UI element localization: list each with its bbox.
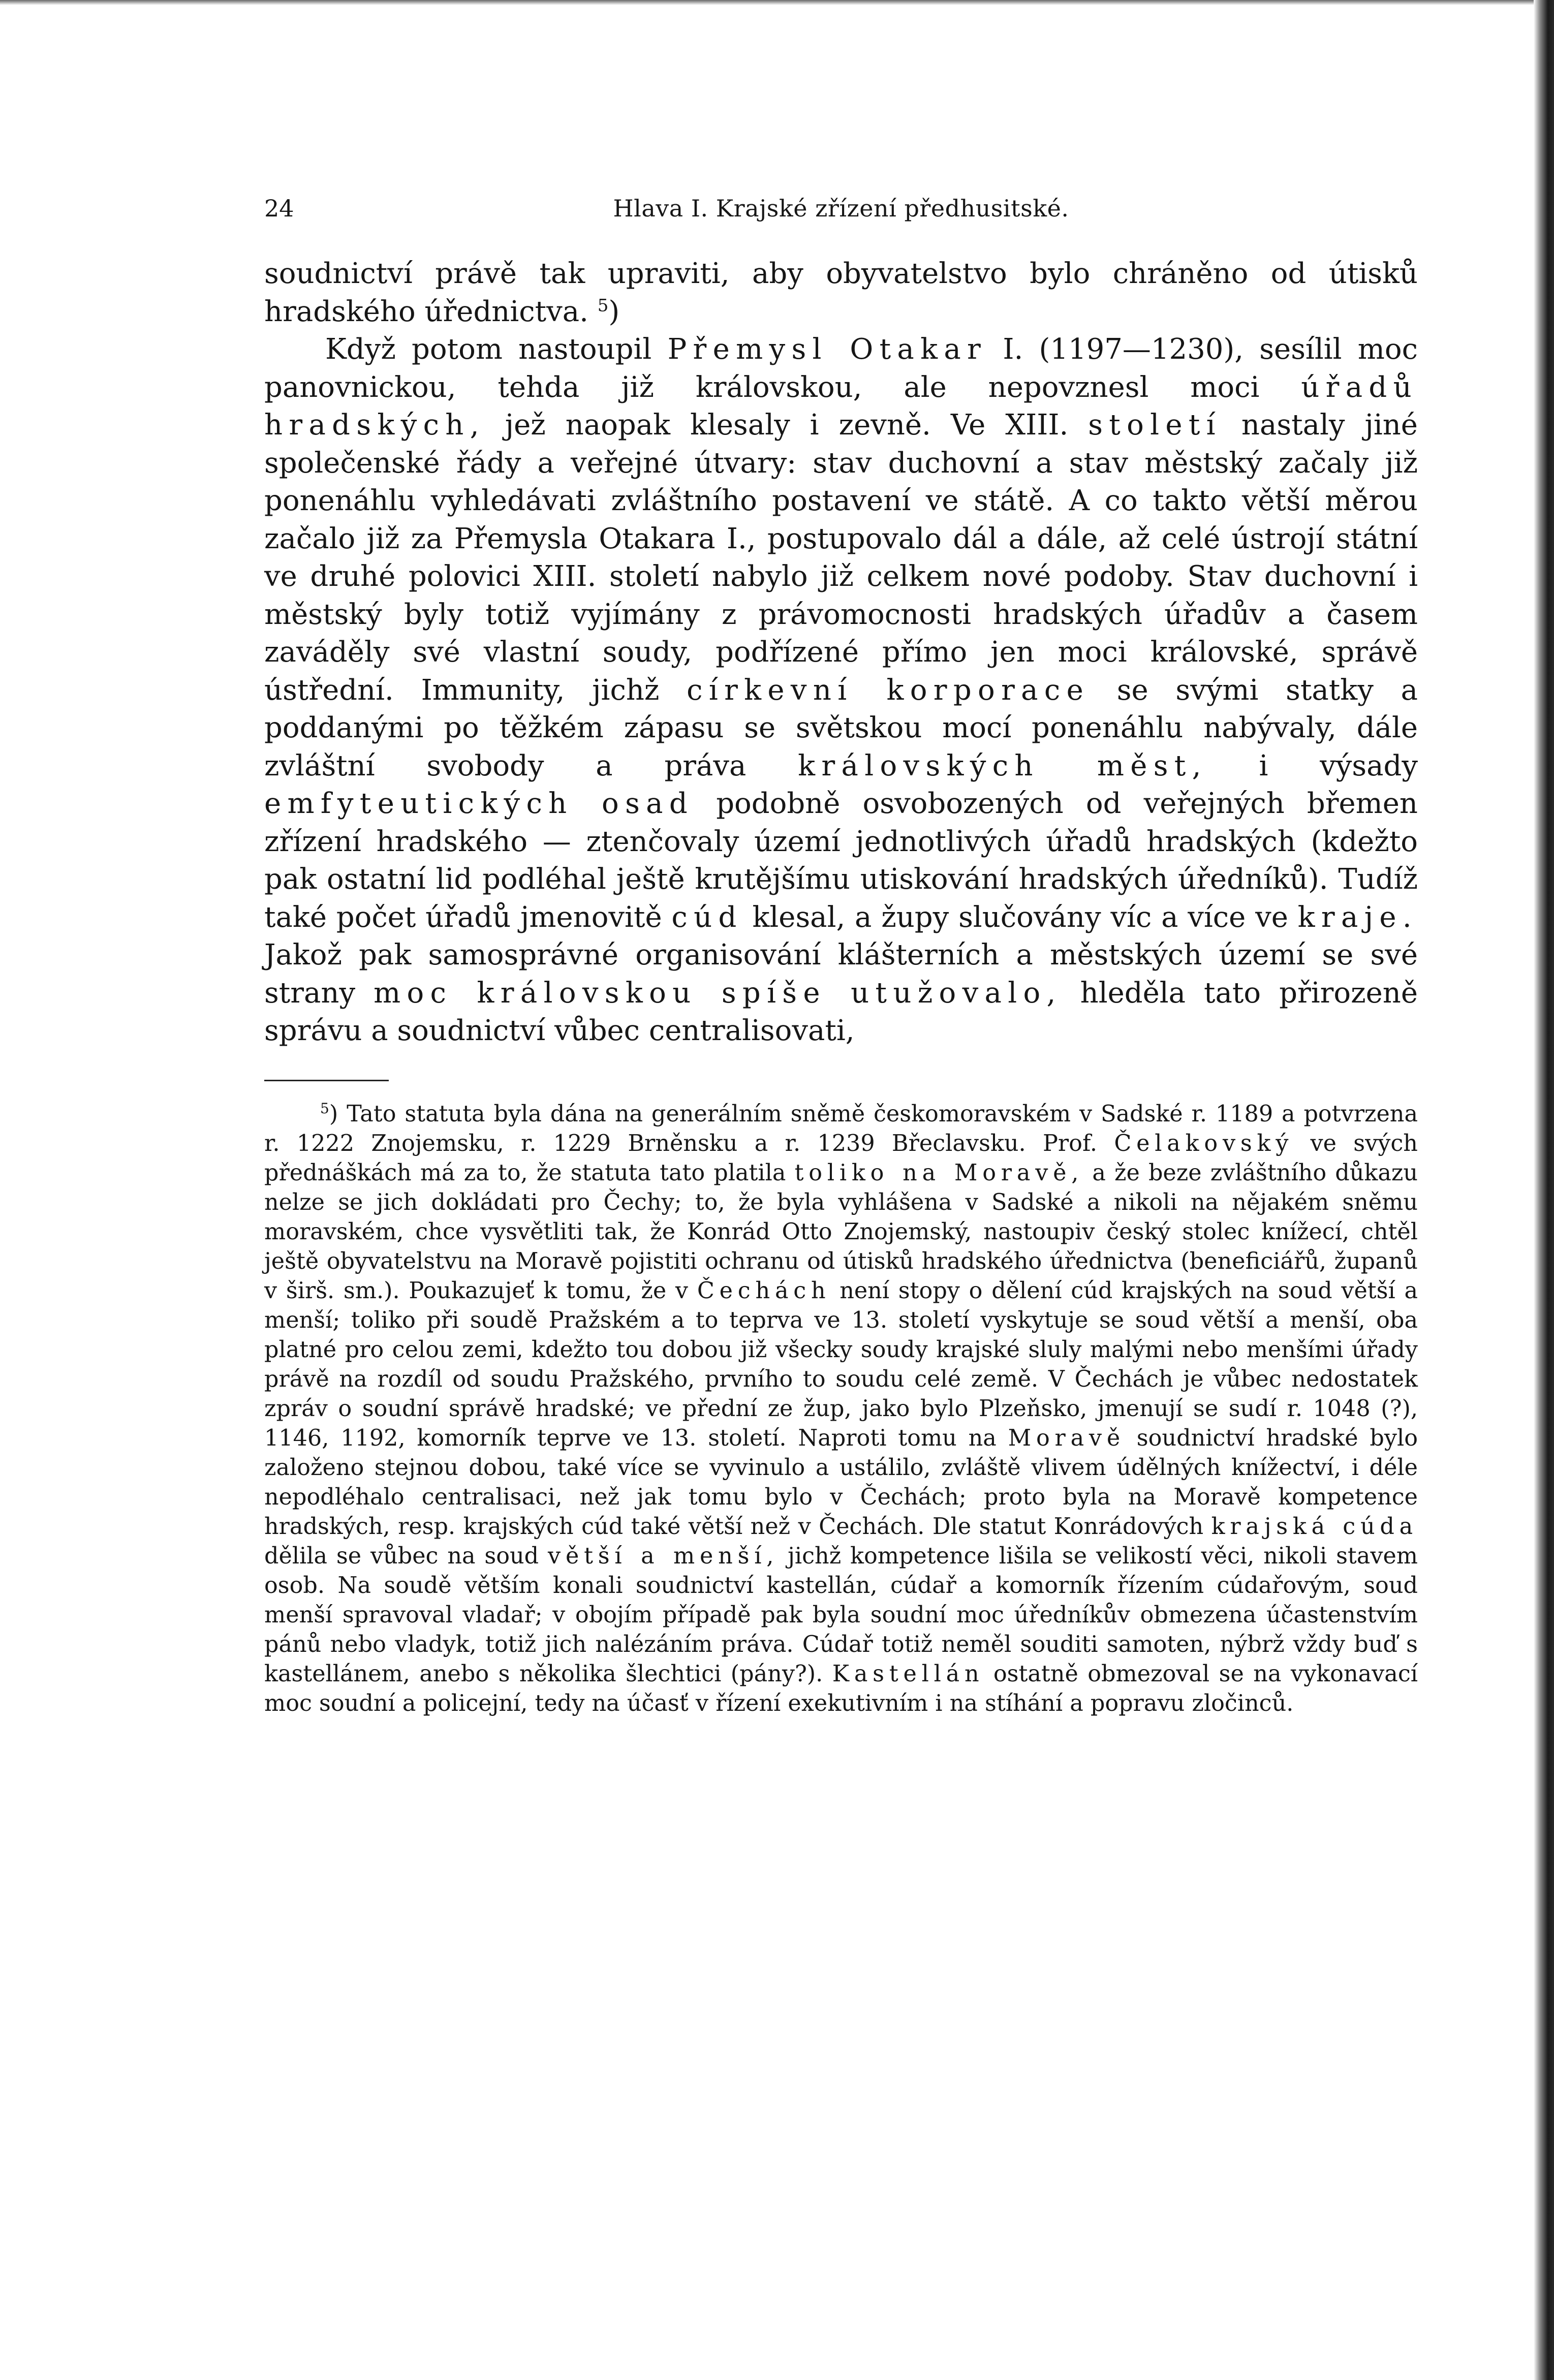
emphasis-vetsi-mensi: větší a menší, [548, 1543, 779, 1569]
emphasis-celakovsky: Čelakovský [1114, 1130, 1294, 1156]
emphasis-krajska-cuda: krajská cúda [1211, 1513, 1418, 1540]
emphasis-settlements: emfyteutických osad [264, 787, 694, 820]
book-page [264, 188, 1418, 1718]
page-number: 24 [264, 195, 294, 222]
paragraph-2: Když potom nastoupil Přemysl Otakar I. (1197—1230), sesílil moc panovnickou, tehda již královskou, ale nepovznesl moci úřadů hradských, jež naopak klesaly i zevně. Ve XIII. století nastaly jiné společenské řády a veřejné útvary: stav duchovní a stav městský začaly již ponenáhlu vyhledávati zvláštního postavení ve státě. A co takto větší měrou začalo již za Přemysla Otakara I., postupovalo dál a dále, až celé ústrojí státní ve druhé polovici XIII. století nabylo již celkem nové podoby. Stav duchovní i městský byly totiž vyjímány z právomocnosti hradských úřadův a časem zaváděly své vlastní soudy, podřízené přímo jen moci královské, správě ústřední. Immunity, jichž církevní korporace se svými statky a poddanými po těžkém zápasu se světskou mocí ponenáhlu nabývaly, dále zvláštní svobody a práva královských měst, i výsady emfyteutických osad podobně osvobozených od veřejných břemen zřízení hradského — ztenčovaly území jednotlivých úřadů hradských (kdežto pak ostatní lid podléhal ještě krutějšímu utiskování hradských úředníků). Tudíž také počet úřadů jmenovitě cúd klesal, a župy slučovány víc a více ve kraje. Jakož pak samosprávné organisování klášterních a městských území se své strany moc královskou spíše utužovalo, hleděla tato přirozeně správu a soudnictví vůbec centralisovati, [264, 333, 1418, 1047]
scan-edge-shadow [1534, 0, 1554, 2380]
scan-top-shadow [0, 0, 1554, 5]
chapter-title: Hlava I. Krajské zřízení předhusitské. [613, 195, 1069, 222]
emphasis-cechach: Čechách [697, 1277, 831, 1304]
emphasis-offices: úřadů hradských, [264, 370, 1418, 442]
emphasis-toliko: toliko na Moravě, [794, 1160, 1084, 1186]
emphasis-royal-towns: královských měst, [798, 749, 1207, 782]
emphasis-cud: cúd [671, 900, 743, 934]
paragraph-1: soudnictví právě tak upraviti, aby obyvatelstvo bylo chráněno od útisků hradského úřednictva. $^5$) [264, 257, 1418, 328]
footnotes [264, 1100, 1418, 1718]
footnote-divider [264, 1080, 389, 1081]
emphasis-morave: Moravě [1008, 1425, 1125, 1451]
footnote-mark: 5 [320, 1100, 329, 1117]
emphasis-kastellan: Kastellán [832, 1661, 984, 1687]
running-head [264, 188, 1418, 229]
emphasis-century: století [1088, 409, 1222, 442]
emphasis-church: církevní korporace [687, 673, 1090, 707]
emphasis-kraje: kraje. [1297, 900, 1418, 934]
footnote-reference: 5 [597, 295, 609, 316]
emphasis-royal-power: moc královskou spíše utužovalo, [374, 976, 1062, 1010]
footnote-5: $^5$) Tato statuta byla dána na generálním sněmě českomoravském v Sadské r. 1189 a potvrzena r. 1222 Znojemsku, r. 1229 Brněnsku a r. 1239 Břeclavsku. Prof. Čelakovský ve svých přednáškách má za to, že statuta tato platila toliko na Moravě, a že beze zvláštního důkazu nelze se jich dokládati pro Čechy; to, že byla vyhlášena v Sadské a nikoli na nějakém sněmu moravském, chce vysvětliti tak, že Konrád Otto Znojemský, nastoupiv český stolec knížecí, chtěl ještě obyvatelstvu na Moravě pojistiti ochranu od útisků hradského úřednictva (beneficiářů, županů v širš. sm.). Poukazujeť k tomu, že v Čechách není stopy o dělení cúd krajských na soud větší a menší; toliko při soudě Pražském a to teprva ve 13. století vyskytuje se soud větší a menší, oba platné pro celou zemi, kdežto tou dobou již všecky soudy krajské sluly malými nebo menšími úřady právě na rozdíl od soudu Pražského, prvního to soudu celé země. V Čechách je vůbec nedostatek zpráv o soudní správě hradské; ve přední ze žup, jako bylo Plzeňsko, jmenují se sudí r. 1048 (?), 1146, 1192, komorník teprve ve 13. století. Naproti tomu na Moravě soudnictví hradské bylo založeno stejnou dobou, také více se vyvinulo a ustálilo, zvláště vlivem údělných knížectví, i déle nepodléhalo centralisaci, než jak tomu bylo v Čechách; proto byla na Moravě kompetence hradských, resp. krajských cúd také větší než v Čechách. Dle statut Konrádových krajská cúda dělila se vůbec na soud větší a menší, jichž kompetence lišila se velikostí věci, nikoli stavem osob. Na soudě větším konali soudnictví kastellán, cúdař a komorník řízením cúdařovým, soud menší spravoval vladař; v obojím případě pak byla soudní moc úředníkův obmezena účastenstvím pánů nebo vladyk, totiž jich nalézáním práva. Cúdař totiž neměl souditi samoten, nýbrž vždy buď s kastellánem, anebo s několika šlechtici (pány?). Kastellán ostatně obmezoval se na vykonavací moc soudní a policejní, tedy na účasť v řízení exekutivním i na stíhání a popravu zločinců. [264, 1100, 1418, 1716]
emphasis-premysl: Přemysl Otakar [667, 333, 987, 366]
main-text [264, 255, 1418, 1050]
